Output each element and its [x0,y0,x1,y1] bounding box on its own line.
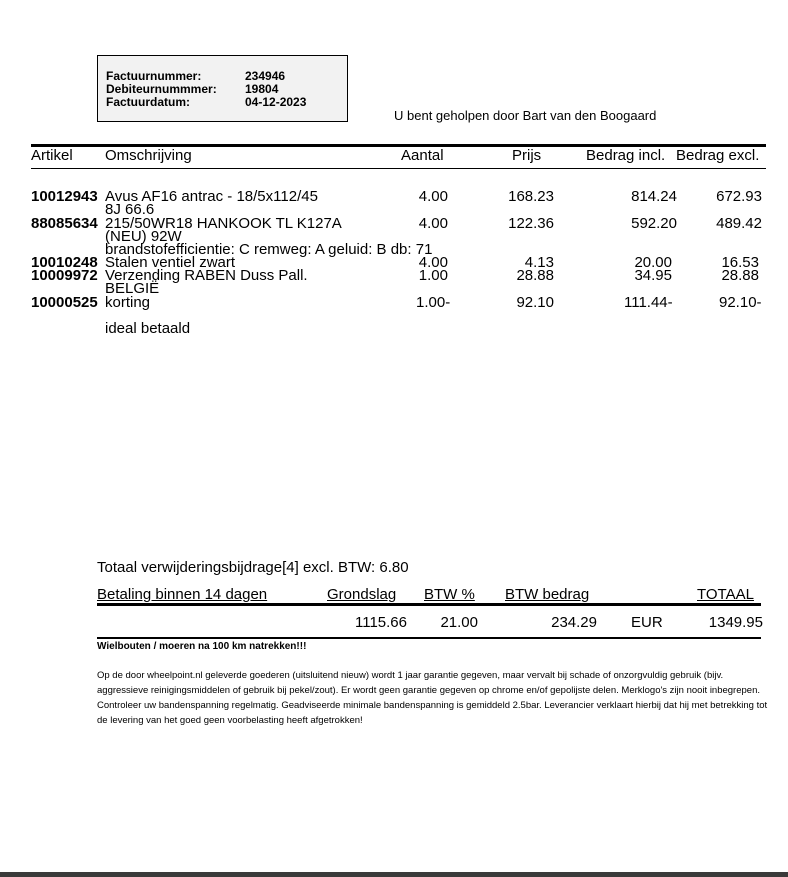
total-label: TOTAAL [697,586,754,603]
col-quantity: Aantal [401,147,444,164]
row-description: 215/50WR18 HANKOOK TL K127A [105,215,342,232]
row-description: Stalen ventiel zwart [105,254,236,271]
row-description-2: 8J 66.6 [105,201,155,218]
terms-note: Op de door wheelpoint.nl geleverde goederen (uitsluitend nieuw) wordt 1 jaar garantie gegeven, maar vervalt bij schade of onzorgvuldig gebruik (bijv. aggressieve reinigingsmiddelen of gebruik bij pekel/zout). Er wordt geen garantie gegeven op chrome en/of gepolijste delen. Merklogo's zijn nooit inbegrepen. Controleer uw bandenspanning regelmatig. Geadviseerde minimale bandenspanning is gemiddeld 2.5bar. Leverancier verklaart hierbij dat hij met betrekking tot de levering van het goed geen voorbelasting heeft afgetrokken! [97,670,768,726]
invoice-number-label: Factuurnummer: [106,69,202,83]
row-amount-excl: 489.42 [716,215,762,232]
totals-header-rule [97,603,761,606]
header-bottom-rule [31,168,766,169]
invoice-info-box [97,55,348,122]
disposal-fee-line [97,559,409,576]
col-price: Prijs [512,147,542,164]
row-price: 122.36 [508,215,554,232]
invoice-date-label: Factuurdatum: [106,95,190,109]
helped-by-text: U bent geholpen door Bart van den Boogaard [394,108,657,123]
row-code: 10009972 [31,267,98,284]
vat-amount-label: BTW bedrag [505,586,590,603]
vat-pct-label: BTW % [424,586,475,603]
invoice-date: 04-12-2023 [245,95,307,109]
row-price: 28.88 [516,267,554,284]
payment-note: ideal betaald [105,320,191,337]
disposal-fee-label: Totaal verwijderingsbijdrage[4] excl. BTW: [97,559,376,576]
row-amount-incl: 111.44- [624,294,673,311]
row-code: 10012943 [31,188,98,205]
currency: EUR [631,614,663,631]
debtor-number-label: Debiteurnummmer: [106,82,217,96]
debtor-number: 19804 [245,82,279,96]
row-price: 92.10 [516,294,554,311]
row-code: 88085634 [31,215,98,232]
col-amount-excl: Bedrag excl. [676,147,760,164]
base-label: Grondslag [327,586,397,603]
base-value: 1115.66 [355,614,407,631]
row-amount-excl: 28.88 [721,267,759,284]
row-amount-incl: 592.20 [631,215,677,232]
col-description: Omschrijving [105,147,192,164]
row-quantity: 4.00 [418,215,448,232]
row-quantity: 1.00- [416,294,451,311]
row-code: 10000525 [31,294,98,311]
totals-bottom-rule [97,637,761,639]
col-article: Artikel [31,147,73,164]
total-value: 1349.95 [708,614,763,631]
row-description-3: brandstofefficientie: C remweg: A geluid: B db: 71 [105,241,433,258]
row-code: 10010248 [31,254,98,271]
row-quantity: 1.00 [418,267,448,284]
warning-note: Wielbouten / moeren na 100 km natrekken!!! [97,641,307,652]
disposal-fee-value: 6.80 [379,559,409,576]
row-amount-incl: 34.95 [634,267,672,284]
payment-terms: Betaling binnen 14 dagen [97,586,268,603]
row-quantity: 4.00 [418,188,448,205]
row-description-2: BELGIË [105,280,160,297]
invoice-number: 234946 [245,69,286,83]
row-amount-excl: 672.93 [716,188,762,205]
row-description: Avus AF16 antrac - 18/5x112/45 [105,188,318,205]
row-description: korting [105,294,151,311]
row-amount-excl: 92.10- [719,294,762,311]
row-price: 168.23 [508,188,554,205]
row-price: 4.13 [524,254,554,271]
row-amount-incl: 814.24 [631,188,677,205]
row-quantity: 4.00 [418,254,448,271]
vat-amount-value: 234.29 [551,614,597,631]
row-description: Verzending RABEN Duss Pall. [105,267,308,284]
row-amount-excl: 16.53 [721,254,759,271]
row-amount-incl: 20.00 [634,254,672,271]
bottom-bar [0,872,788,877]
vat-pct-value: 21.00 [440,614,478,631]
row-description-2: (NEU) 92W [105,228,182,245]
col-amount-incl: Bedrag incl. [586,147,666,164]
